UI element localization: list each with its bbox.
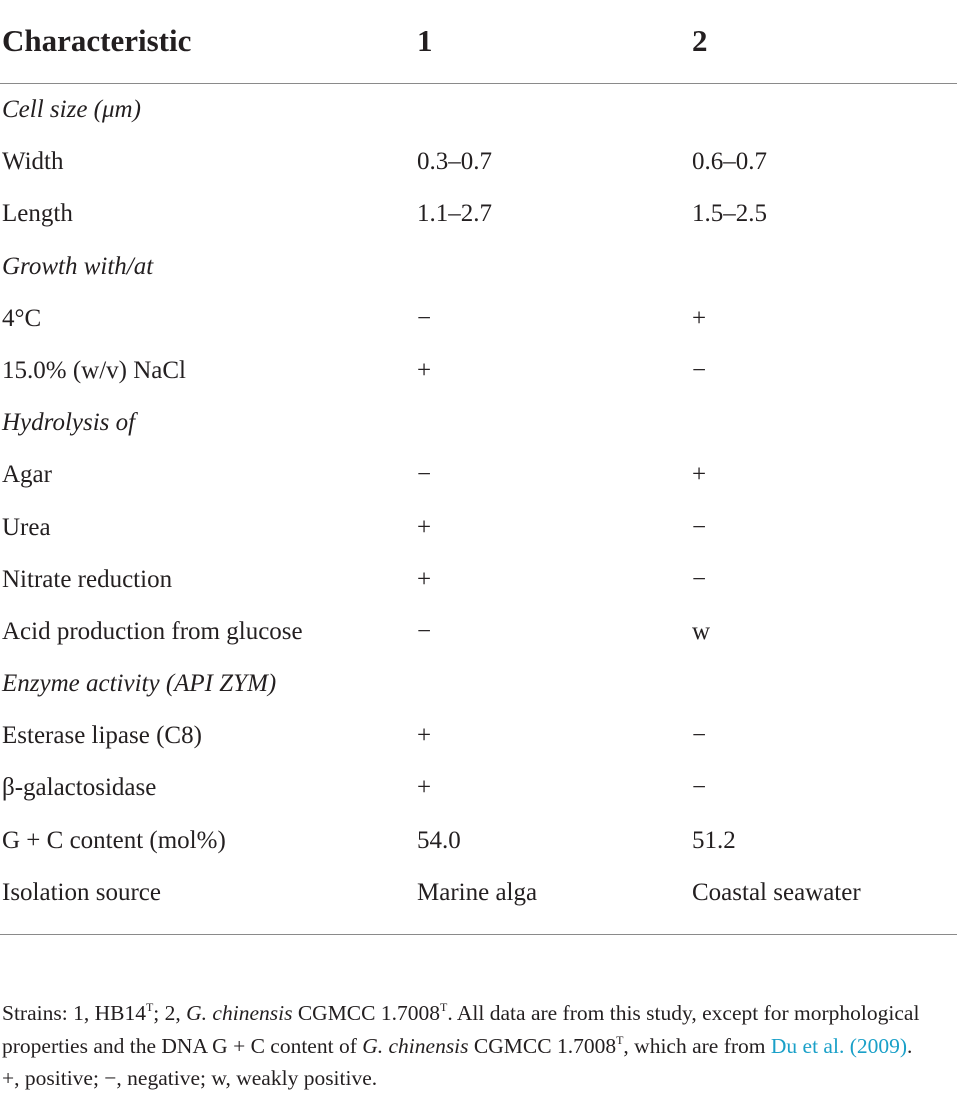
characteristic-cell: Isolation source [2,878,161,906]
header-strain-1: 1 [417,23,433,58]
table-row [0,188,957,240]
table-row [0,345,957,397]
strain-2-cell: − [692,774,707,802]
table-row [0,293,957,345]
footnote-text: CGMCC 1.7008 [292,1001,440,1025]
characteristic-cell: Length [2,200,73,228]
table-row [0,554,957,606]
strain-2-cell: 51.2 [692,826,736,854]
table-row [0,867,957,919]
strain-1-cell: Marine alga [417,878,538,906]
section-row [0,397,957,449]
strain-1-cell: + [417,356,432,384]
characteristic-cell: Width [2,148,64,176]
strain-2-cell: 0.6–0.7 [692,148,767,176]
table-row [0,815,957,867]
header-characteristic: Characteristic [2,23,192,58]
section-row [0,658,957,710]
characteristic-cell: Cell size (μm) [2,96,141,123]
footnote-superscript: T [145,1000,154,1014]
footnote-species: G. chinensis [186,1001,293,1025]
table-row [0,762,957,814]
strain-2-cell: w [692,617,711,645]
strain-2-cell: + [692,461,707,489]
footnote-superscript: T [616,1032,624,1047]
characteristic-cell: β-galactosidase [2,774,157,802]
footnote-species: G. chinensis [362,1033,469,1058]
strain-1-cell: − [417,304,432,332]
strain-2-cell: 1.5–2.5 [692,200,767,228]
characteristic-cell: Nitrate reduction [2,565,173,593]
strain-1-cell: + [417,565,432,593]
strain-1-cell: 0.3–0.7 [417,148,492,176]
strain-2-cell: − [692,356,707,384]
strain-1-cell: − [417,461,432,489]
table-body [0,84,957,919]
strain-2-cell: − [692,513,707,541]
characteristic-cell: Hydrolysis of [2,409,136,437]
table-footnote [2,997,932,1095]
table-row [0,449,957,501]
footnote-superscript: T [440,1000,448,1014]
footnote-text: CGMCC 1.7008 [468,1033,617,1058]
characteristic-cell: Agar [2,461,52,489]
characteristic-cell: G + C content (mol%) [2,826,226,854]
strain-2-cell: − [692,722,707,750]
characteristic-cell: Esterase lipase (C8) [2,722,202,750]
strain-1-cell: + [417,513,432,541]
strain-1-cell: + [417,722,432,750]
footnote-text: . +, positive; −, negative; w, weakly positive. [2,1033,913,1090]
strain-2-cell: Coastal seawater [692,878,861,906]
strain-1-cell: + [417,774,432,802]
table-header [0,0,957,84]
table-bottom-rule [0,934,957,935]
footnote-text: . All data are from this study, except for morphological properties and the DNA G + C content of [2,1001,920,1058]
citation-link[interactable]: Du et al. (2009) [770,1033,908,1058]
characteristic-cell: 15.0% (w/v) NaCl [2,356,186,384]
section-row [0,84,957,136]
strain-2-cell: + [692,304,707,332]
footnote-text: ; 2, [153,1001,187,1025]
strain-1-cell: − [417,617,432,645]
footnote-text: , which are from [623,1033,771,1058]
section-row [0,241,957,293]
strain-1-cell: 1.1–2.7 [417,200,492,228]
table-row [0,136,957,188]
characteristic-cell: 4°C [2,304,42,332]
strain-2-cell: − [692,565,707,593]
characteristic-cell: Growth with/at [2,252,154,280]
table-row [0,710,957,762]
strain-1-cell: 54.0 [417,826,461,854]
characteristic-cell: Urea [2,513,51,541]
table-row [0,502,957,554]
characteristic-cell: Acid production from glucose [2,617,303,645]
table-row [0,606,957,658]
characteristic-cell: Enzyme activity (API ZYM) [2,670,277,698]
header-strain-2: 2 [692,23,708,58]
footnote-text: Strains: 1, HB14 [2,1001,146,1025]
